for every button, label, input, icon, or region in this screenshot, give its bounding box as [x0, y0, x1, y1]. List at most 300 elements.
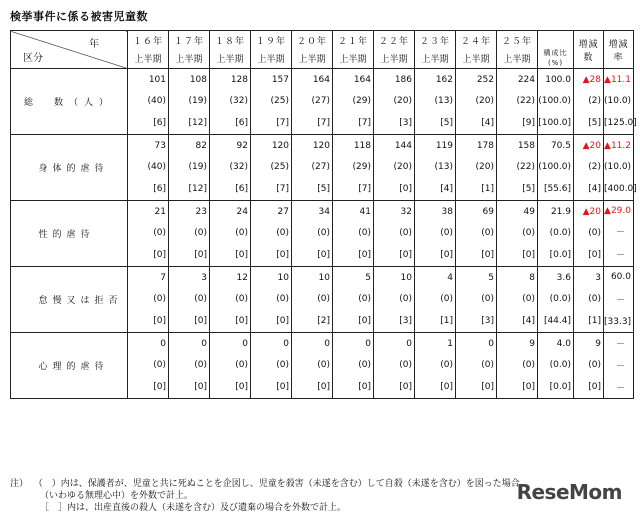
- value-bracket: [3]: [481, 316, 494, 327]
- footnote-line3: ［ ］内は、出産直後の殺人（未遂を含む）及び遺棄の場合を外数で計上。: [40, 503, 347, 513]
- value-paren: (0): [153, 360, 166, 371]
- value-main: ▲29.0: [604, 205, 631, 216]
- header-year: １９年: [251, 31, 292, 50]
- value-main: 21: [154, 206, 166, 217]
- value-bracket: [4]: [481, 118, 494, 129]
- value-bracket: [0]: [317, 382, 330, 393]
- value-bracket: [0]: [235, 316, 248, 327]
- header-year: ２４年: [456, 31, 497, 50]
- header-half: 上半期: [251, 49, 292, 69]
- header-composition: 構成比(%): [538, 31, 574, 69]
- value-main: 3: [595, 272, 601, 283]
- value-bracket: [0]: [588, 250, 601, 261]
- value-bracket: [0.0]: [549, 250, 571, 261]
- value-paren: (0): [276, 294, 289, 305]
- data-cell: [210, 333, 251, 399]
- data-cell: [292, 201, 333, 267]
- value-paren: (0): [317, 360, 330, 371]
- header-half: 上半期: [374, 49, 415, 69]
- data-cell: [333, 267, 374, 333]
- header-year: ２２年: [374, 31, 415, 50]
- value-paren: (20): [393, 162, 412, 173]
- value-paren: (13): [434, 162, 453, 173]
- value-paren: (0): [440, 228, 453, 239]
- value-main: ▲20: [582, 206, 601, 217]
- value-paren: (0): [481, 360, 494, 371]
- value-bracket: [0]: [194, 316, 207, 327]
- value-bracket: [0]: [235, 250, 248, 261]
- data-cell: [497, 333, 538, 399]
- header-category-label: 区分: [23, 53, 43, 64]
- data-cell: [538, 135, 574, 201]
- value-paren: (32): [229, 162, 248, 173]
- value-bracket: [4]: [522, 316, 535, 327]
- header-year: １６年: [128, 31, 169, 50]
- value-main: 0: [201, 338, 207, 349]
- value-paren: (0): [440, 294, 453, 305]
- data-cell: [251, 135, 292, 201]
- value-main: 4.0: [556, 338, 571, 349]
- data-cell: [574, 201, 604, 267]
- value-main: ▲20: [582, 140, 601, 151]
- data-cell: [604, 267, 634, 333]
- value-main: ▲28: [582, 74, 601, 85]
- data-cell: [169, 267, 210, 333]
- value-paren: (0): [276, 360, 289, 371]
- value-bracket: [0]: [276, 382, 289, 393]
- value-main: 120: [312, 140, 330, 151]
- value-paren: (0): [317, 228, 330, 239]
- value-main: 34: [318, 206, 330, 217]
- value-paren: (0.0): [549, 228, 571, 239]
- value-paren: (100.0): [538, 96, 571, 107]
- data-cell: [292, 333, 333, 399]
- value-paren: (19): [188, 162, 207, 173]
- data-cell: [574, 333, 604, 399]
- value-main: 24: [236, 206, 248, 217]
- data-cell: [333, 333, 374, 399]
- value-bracket: [7]: [276, 118, 289, 129]
- value-bracket: [0]: [399, 382, 412, 393]
- data-cell: [415, 69, 456, 135]
- value-paren: (0): [399, 294, 412, 305]
- value-bracket: [0]: [276, 316, 289, 327]
- value-main: 9: [529, 338, 535, 349]
- value-paren: (20): [393, 96, 412, 107]
- value-main: 10: [318, 272, 330, 283]
- value-main: 73: [154, 140, 166, 151]
- value-bracket: [0]: [153, 382, 166, 393]
- value-bracket: [6]: [153, 118, 166, 129]
- logo-text: ReseMom: [516, 480, 622, 504]
- data-cell: [456, 267, 497, 333]
- value-main: 0: [160, 338, 166, 349]
- victim-count-table: [10, 30, 637, 399]
- value-paren: (0): [399, 228, 412, 239]
- data-cell: [415, 333, 456, 399]
- value-paren: (100.0): [538, 162, 571, 173]
- data-cell: [538, 201, 574, 267]
- data-cell: [210, 135, 251, 201]
- header-half: 上半期: [497, 49, 538, 69]
- data-cell: [456, 135, 497, 201]
- header-year: ２３年: [415, 31, 456, 50]
- value-paren: (0): [358, 294, 371, 305]
- value-bracket: [100.0]: [538, 118, 571, 129]
- value-main: ▲11.2: [604, 140, 631, 151]
- value-bracket: [5]: [317, 184, 330, 195]
- data-cell: [374, 135, 415, 201]
- data-cell: [538, 333, 574, 399]
- table-row: [11, 267, 634, 333]
- data-cell: [169, 135, 210, 201]
- data-cell: [604, 69, 637, 135]
- value-bracket: [0]: [481, 250, 494, 261]
- data-cell: [538, 267, 574, 333]
- value-main: 164: [312, 74, 330, 85]
- value-bracket: [7]: [317, 118, 330, 129]
- value-paren: (0): [588, 294, 601, 305]
- data-cell: [128, 135, 169, 201]
- value-paren: －: [615, 361, 625, 372]
- value-paren: (29): [352, 162, 371, 173]
- value-main: 38: [441, 206, 453, 217]
- value-paren: (0): [194, 360, 207, 371]
- value-paren: (27): [311, 96, 330, 107]
- value-bracket: [55.6]: [543, 184, 571, 195]
- value-bracket: [7]: [358, 184, 371, 195]
- value-paren: (10.0): [604, 162, 632, 173]
- value-main: 252: [476, 74, 494, 85]
- value-main: 101: [148, 74, 166, 85]
- value-main: 32: [400, 206, 412, 217]
- value-paren: －: [615, 295, 625, 306]
- table-row: [11, 135, 634, 201]
- data-cell: [292, 135, 333, 201]
- value-paren: (19): [188, 96, 207, 107]
- table-row: [11, 333, 634, 399]
- value-paren: (0): [522, 294, 535, 305]
- value-bracket: [0]: [153, 316, 166, 327]
- value-bracket: [0.0]: [549, 382, 571, 393]
- resemom-logo: [517, 480, 622, 504]
- value-main: 0: [324, 338, 330, 349]
- header-year-label: 年: [89, 39, 99, 50]
- value-main: 21.9: [550, 206, 571, 217]
- header-year: １７年: [169, 31, 210, 50]
- value-bracket: [0]: [522, 382, 535, 393]
- data-cell: [374, 201, 415, 267]
- value-paren: (0): [235, 228, 248, 239]
- value-paren: (20): [475, 96, 494, 107]
- value-main: －: [615, 340, 625, 351]
- row-indent: [11, 333, 33, 399]
- value-bracket: [6]: [153, 184, 166, 195]
- value-bracket: [0]: [194, 382, 207, 393]
- value-main: 12: [236, 272, 248, 283]
- data-cell: [169, 201, 210, 267]
- header-half: 上半期: [128, 49, 169, 69]
- value-main: 0: [365, 338, 371, 349]
- value-bracket: [1]: [481, 184, 494, 195]
- data-cell: [210, 69, 251, 135]
- value-paren: (0): [153, 294, 166, 305]
- value-main: 158: [517, 140, 535, 151]
- value-paren: (2): [588, 96, 601, 107]
- value-paren: (20): [475, 162, 494, 173]
- value-main: 1: [447, 338, 453, 349]
- value-bracket: [0]: [522, 250, 535, 261]
- value-main: 108: [189, 74, 207, 85]
- data-cell: [128, 333, 169, 399]
- data-cell: [415, 267, 456, 333]
- header-year: ２５年: [497, 31, 538, 50]
- value-bracket: [5]: [522, 184, 535, 195]
- data-cell: [574, 267, 604, 333]
- data-cell: [169, 69, 210, 135]
- value-main: 41: [359, 206, 371, 217]
- value-paren: －: [615, 228, 625, 239]
- row-indent: [11, 267, 33, 333]
- header-half: 上半期: [169, 49, 210, 69]
- data-cell: [210, 201, 251, 267]
- value-main: 8: [529, 272, 535, 283]
- data-cell: [497, 267, 538, 333]
- data-cell: [210, 267, 251, 333]
- header-year: １８年: [210, 31, 251, 50]
- value-bracket: [0]: [276, 250, 289, 261]
- value-bracket: [125.0]: [604, 118, 637, 129]
- header-half: 上半期: [292, 49, 333, 69]
- value-bracket: [33.3]: [604, 316, 632, 327]
- value-bracket: [5]: [588, 118, 601, 129]
- value-bracket: [7]: [276, 184, 289, 195]
- value-bracket: [0]: [358, 250, 371, 261]
- value-main: 23: [195, 206, 207, 217]
- data-cell: [333, 135, 374, 201]
- header-half: 上半期: [415, 49, 456, 69]
- value-bracket: [0]: [588, 382, 601, 393]
- value-bracket: [0]: [235, 382, 248, 393]
- value-main: 60.0: [610, 272, 631, 283]
- value-main: 70.5: [550, 140, 571, 151]
- value-main: 10: [277, 272, 289, 283]
- data-cell: [604, 333, 634, 399]
- data-cell: [538, 69, 574, 135]
- value-main: 100.0: [545, 74, 571, 85]
- data-cell: [128, 201, 169, 267]
- data-cell: [251, 333, 292, 399]
- row-label: 心理的虐待: [33, 333, 128, 399]
- data-cell: [251, 201, 292, 267]
- value-paren: (0): [358, 360, 371, 371]
- value-paren: (0): [522, 360, 535, 371]
- data-cell: [128, 69, 169, 135]
- value-bracket: [0]: [153, 250, 166, 261]
- data-cell: [497, 69, 538, 135]
- value-paren: (0): [440, 360, 453, 371]
- data-cell: [415, 201, 456, 267]
- data-cell: [374, 267, 415, 333]
- value-bracket: [1]: [440, 316, 453, 327]
- value-main: 118: [353, 140, 371, 151]
- data-cell: [604, 201, 634, 267]
- value-main: 157: [271, 74, 289, 85]
- header-half: 上半期: [456, 49, 497, 69]
- value-bracket: [0]: [399, 184, 412, 195]
- value-main: 5: [488, 272, 494, 283]
- value-bracket: [5]: [440, 118, 453, 129]
- value-main: 128: [230, 74, 248, 85]
- data-cell: [604, 135, 637, 201]
- header-half: 上半期: [333, 49, 374, 69]
- value-bracket: [9]: [522, 118, 535, 129]
- value-main: 0: [283, 338, 289, 349]
- footnote: [10, 478, 520, 490]
- value-bracket: [2]: [317, 316, 330, 327]
- value-paren: (10.0): [604, 96, 632, 107]
- data-cell: [374, 333, 415, 399]
- value-paren: (0): [358, 228, 371, 239]
- value-bracket: [0]: [440, 250, 453, 261]
- data-cell: [574, 69, 604, 135]
- value-main: 164: [353, 74, 371, 85]
- header-change-rate: 増減率: [604, 31, 634, 69]
- value-bracket: [0]: [358, 316, 371, 327]
- data-cell: [415, 135, 456, 201]
- row-label: 総 数（人）: [11, 69, 128, 135]
- value-main: 120: [271, 140, 289, 151]
- value-paren: (29): [352, 96, 371, 107]
- value-main: 82: [195, 140, 207, 151]
- value-bracket: [7]: [358, 118, 371, 129]
- row-indent: [11, 201, 33, 267]
- data-cell: [333, 201, 374, 267]
- footnote-line1: （ ）内は、保護者が、児童と共に死ぬことを企図し、児童を殺害（未遂を含む）して自殺（未遂を含む）を図った場合: [33, 479, 520, 489]
- value-paren: (2): [588, 162, 601, 173]
- value-main: 144: [394, 140, 412, 151]
- value-main: 69: [482, 206, 494, 217]
- value-main: 9: [595, 338, 601, 349]
- value-bracket: －: [615, 251, 625, 262]
- value-paren: (0): [522, 228, 535, 239]
- value-bracket: [0]: [440, 382, 453, 393]
- value-main: 3: [201, 272, 207, 283]
- value-paren: (0.0): [549, 294, 571, 305]
- value-paren: (0): [588, 360, 601, 371]
- table-row: [11, 69, 634, 135]
- value-main: 0: [242, 338, 248, 349]
- value-bracket: [0]: [194, 250, 207, 261]
- value-main: 0: [406, 338, 412, 349]
- value-main: 49: [523, 206, 535, 217]
- row-indent: [11, 135, 33, 201]
- value-bracket: [1]: [588, 316, 601, 327]
- data-cell: [456, 333, 497, 399]
- value-bracket: [4]: [588, 184, 601, 195]
- value-bracket: [12]: [188, 118, 207, 129]
- footnote-line2: （いわゆる無理心中）を外数で計上。: [40, 491, 194, 501]
- value-bracket: [12]: [188, 184, 207, 195]
- value-paren: (40): [147, 162, 166, 173]
- value-bracket: [3]: [399, 316, 412, 327]
- value-paren: (25): [270, 96, 289, 107]
- value-bracket: [0]: [481, 382, 494, 393]
- value-main: 5: [365, 272, 371, 283]
- value-paren: (27): [311, 162, 330, 173]
- value-paren: (0): [588, 228, 601, 239]
- footnote-prefix: 注）: [10, 479, 29, 489]
- value-paren: (0): [276, 228, 289, 239]
- header-half: 上半期: [210, 49, 251, 69]
- value-bracket: －: [615, 383, 625, 394]
- value-bracket: [4]: [440, 184, 453, 195]
- value-paren: (0): [235, 360, 248, 371]
- header-change-count: 増減数: [574, 31, 604, 69]
- value-paren: (0): [235, 294, 248, 305]
- value-paren: (40): [147, 96, 166, 107]
- data-cell: [497, 201, 538, 267]
- value-main: 10: [400, 272, 412, 283]
- value-paren: (0): [153, 228, 166, 239]
- table-row: [11, 201, 634, 267]
- value-main: 7: [160, 272, 166, 283]
- row-label: 怠慢又は拒否: [33, 267, 128, 333]
- value-bracket: [3]: [399, 118, 412, 129]
- value-paren: (22): [516, 162, 535, 173]
- value-main: ▲11.1: [604, 74, 631, 85]
- header-year: ２０年: [292, 31, 333, 50]
- value-main: 119: [435, 140, 453, 151]
- value-bracket: [6]: [235, 118, 248, 129]
- value-paren: (22): [516, 96, 535, 107]
- value-main: 178: [476, 140, 494, 151]
- value-paren: (13): [434, 96, 453, 107]
- data-cell: [456, 201, 497, 267]
- value-bracket: [6]: [235, 184, 248, 195]
- value-paren: (0): [194, 294, 207, 305]
- value-main: 224: [517, 74, 535, 85]
- table-title: 検挙事件に係る被害児童数: [10, 10, 148, 23]
- value-paren: (0): [194, 228, 207, 239]
- value-bracket: [0]: [317, 250, 330, 261]
- data-cell: [456, 69, 497, 135]
- value-main: 27: [277, 206, 289, 217]
- data-cell: [333, 69, 374, 135]
- row-label: 性的虐待: [33, 201, 128, 267]
- value-bracket: [0]: [399, 250, 412, 261]
- data-cell: [251, 267, 292, 333]
- value-paren: (0.0): [549, 360, 571, 371]
- value-main: 186: [394, 74, 412, 85]
- data-cell: [292, 267, 333, 333]
- value-paren: (0): [317, 294, 330, 305]
- data-cell: [169, 333, 210, 399]
- value-main: 162: [435, 74, 453, 85]
- value-paren: (0): [481, 294, 494, 305]
- data-cell: [497, 135, 538, 201]
- value-paren: (0): [399, 360, 412, 371]
- value-bracket: [400.0]: [604, 184, 637, 195]
- value-paren: (25): [270, 162, 289, 173]
- value-main: 3.6: [556, 272, 571, 283]
- data-cell: [251, 69, 292, 135]
- data-cell: [128, 267, 169, 333]
- value-main: 0: [488, 338, 494, 349]
- value-paren: (32): [229, 96, 248, 107]
- data-cell: [574, 135, 604, 201]
- value-bracket: [0]: [358, 382, 371, 393]
